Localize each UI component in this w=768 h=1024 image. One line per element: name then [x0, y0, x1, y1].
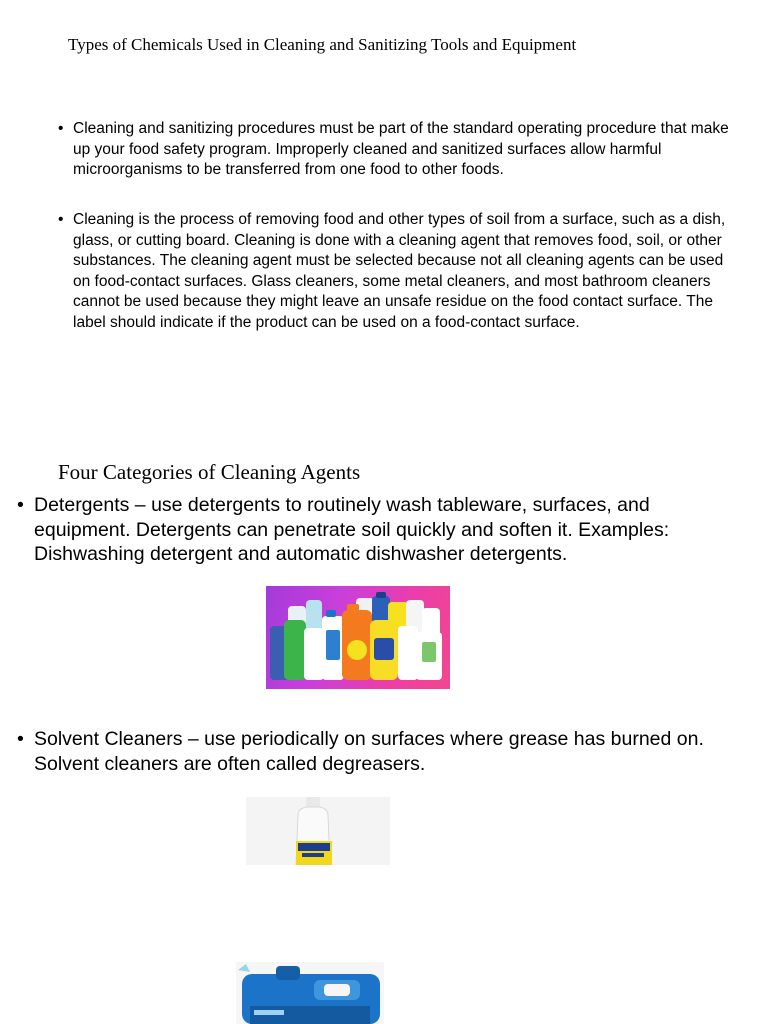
category-bullet-solvent-cleaners — [17, 727, 734, 776]
bottle-shape — [398, 626, 418, 680]
bottle-cap-shape — [326, 610, 336, 617]
label-band-shape — [302, 853, 324, 857]
solvent-bottle-illustration — [246, 797, 390, 865]
intro-bullet-text: Cleaning and sanitizing procedures must be part of the standard operating procedure that make up your food safety program. Improperly cleaned and sanitized surfaces allow harmful microorganisms to be transferred from one food to other foods. — [73, 120, 729, 179]
category-bullet-detergents — [17, 493, 734, 567]
bullet-dot: • — [17, 728, 24, 750]
label-shape — [374, 638, 394, 660]
section-heading: Four Categories of Cleaning Agents — [58, 460, 361, 484]
bottle-shape — [304, 628, 324, 680]
bullet-dot: • — [17, 494, 24, 516]
jug-handle-hole-shape — [324, 984, 350, 996]
label-band-shape — [298, 843, 330, 851]
label-shape — [347, 640, 367, 660]
label-shape — [326, 630, 340, 660]
category-text: Solvent Cleaners – use periodically on surfaces where grease has burned on. Solvent cleaners are often called degreasers. — [34, 728, 704, 775]
bullet-dot: • — [58, 120, 64, 137]
bottle-shape — [284, 620, 306, 680]
jug-illustration — [236, 962, 384, 1024]
detergent-bottles-illustration — [266, 586, 450, 689]
intro-bullet — [58, 119, 733, 181]
intro-bullet-text: Cleaning is the process of removing food and other types of soil from a surface, such as a dish, glass, or cutting board. Cleaning is done with a cleaning agent that removes food, soil, or other substances. The cleaning agent must be selected because not all cleaning agents can be used on food-contact surfaces. Glass cleaners, some metal cleaners, and most bathroom cleaners cannot be used because they might leave an unsafe residue on the food contact surface. The label should indicate if the product can be used on a food-contact surface. — [73, 211, 726, 331]
bottle-cap-shape — [376, 592, 386, 598]
bullet-dot: • — [58, 211, 64, 228]
label-shape — [422, 642, 436, 662]
category-text: Detergents – use detergents to routinely wash tableware, surfaces, and equipment. Detergents can penetrate soil quickly and soften it. Examples: Dishwashing detergent and automatic dishwasher detergents. — [34, 494, 670, 565]
jug-cap-shape — [276, 966, 300, 980]
jug-spout-shape — [238, 964, 250, 972]
page-title: Types of Chemicals Used in Cleaning and Sanitizing Tools and Equipment — [68, 35, 577, 54]
bottle-cap-shape — [347, 604, 359, 612]
solvent-cleaner-bottle-image — [246, 797, 390, 865]
detergent-bottles-image — [266, 586, 450, 689]
jug-label-band-shape — [254, 1010, 284, 1015]
intro-bullet — [58, 210, 733, 334]
cleaning-jug-image — [236, 962, 384, 1024]
